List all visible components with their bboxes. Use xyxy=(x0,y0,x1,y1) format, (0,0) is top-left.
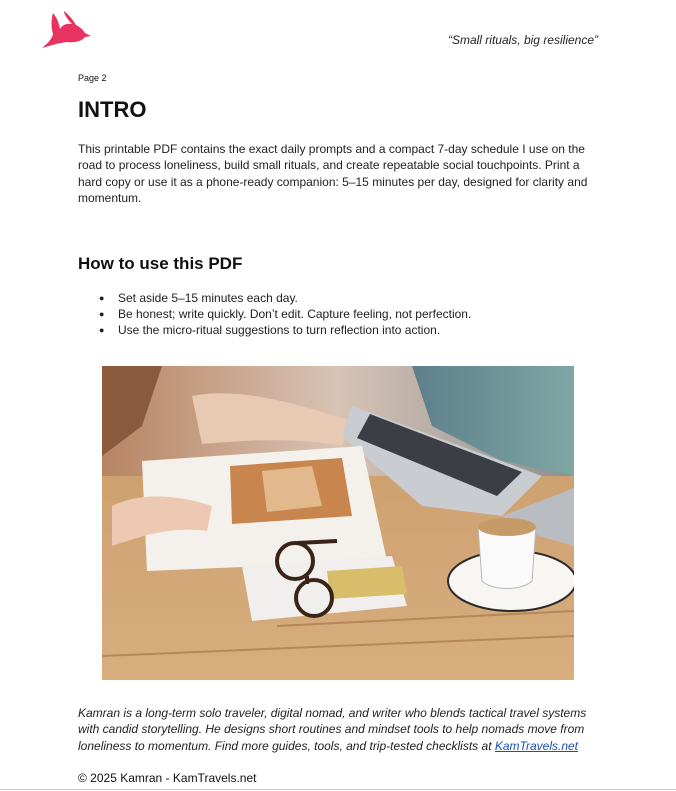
flamingo-icon xyxy=(40,10,94,50)
list-item: ● Be honest; write quickly. Don’t edit. Capture feeling, not perfection. xyxy=(99,306,471,322)
how-to-list xyxy=(99,290,471,338)
website-link[interactable]: KamTravels.net xyxy=(494,738,578,753)
list-item: ● Set aside 5–15 minutes each day. xyxy=(99,290,471,306)
page-number-label: Page 2 xyxy=(78,73,107,83)
copyright-footer: © 2025 Kamran - KamTravels.net xyxy=(78,771,257,785)
workspace-photo xyxy=(102,366,574,680)
page-title: INTRO xyxy=(78,97,147,122)
tagline: “Small rituals, big resilience” xyxy=(447,33,598,47)
page-divider xyxy=(0,789,676,790)
author-bio-text: Kamran is a long-term solo traveler, digital nomad, and writer who blends tactical travel systems with candid storytelling. He designs short routines and mindset tools to help nomads move from loneliness to momentum. Find more guides, tools, and trip-tested checklists at xyxy=(78,706,587,753)
how-to-heading: How to use this PDF xyxy=(78,254,243,273)
list-item: ● Use the micro-ritual suggestions to turn reflection into action. xyxy=(99,322,471,338)
author-bio xyxy=(78,705,603,754)
intro-paragraph: This printable PDF contains the exact daily prompts and a compact 7-day schedule I use on the road to process loneliness, build small rituals, and create repeatable social touchpoints. Print a hard copy or use it as a phone-ready companion: 5–15 minutes per day, designed for clarity and momentum. xyxy=(78,142,588,205)
